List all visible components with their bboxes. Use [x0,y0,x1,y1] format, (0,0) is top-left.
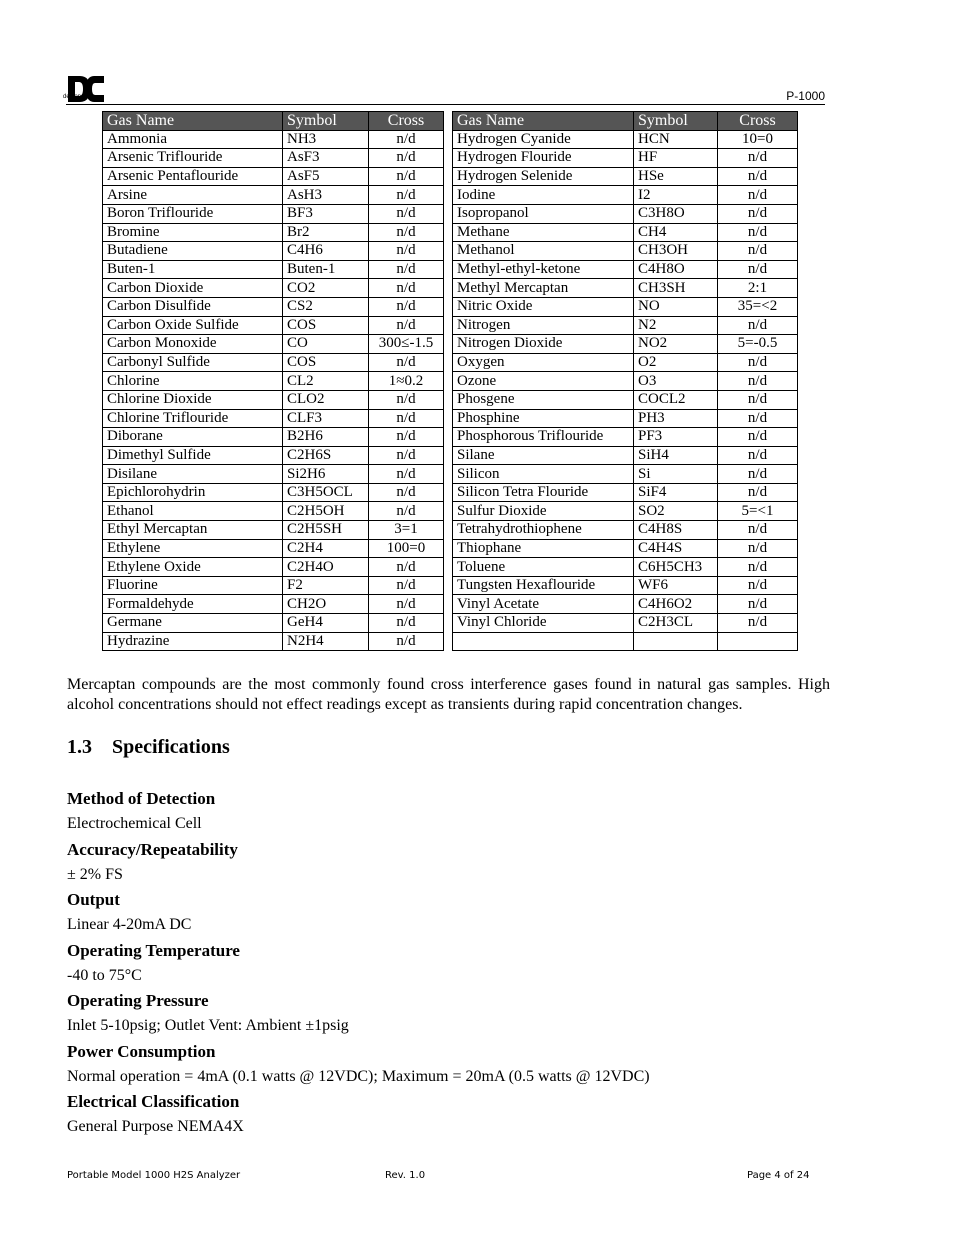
cell-gas-name: Ethyl Mercaptan [103,521,283,540]
cell-cross: 3=1 [369,521,444,540]
cell-gas-name: Oxygen [453,353,634,372]
cell-gas-name: Methyl Mercaptan [453,279,634,298]
table-row [453,316,798,335]
gas-table-left [102,111,444,651]
table-row [103,279,444,298]
col-symbol: Symbol [634,112,718,131]
cell-symbol: N2H4 [283,632,369,651]
cell-gas-name: Formaldehyde [103,595,283,614]
col-gas-name: Gas Name [453,112,634,131]
cell-symbol: COS [283,353,369,372]
cell-symbol: N2 [634,316,718,335]
cell-gas-name: Disilane [103,465,283,484]
table-row [103,353,444,372]
spec-heading-temperature: Operating Temperature [67,941,240,960]
table-row [103,372,444,391]
cell-symbol: Si2H6 [283,465,369,484]
cell-symbol: C4H8O [634,260,718,279]
table-row [453,483,798,502]
table-row [453,558,798,577]
cell-cross: n/d [718,242,798,261]
cell-symbol: SiH4 [634,446,718,465]
table-row [453,167,798,186]
cell-symbol: C4H8S [634,521,718,540]
cell-gas-name: Ammonia [103,130,283,149]
cell-cross: 10=0 [718,130,798,149]
cell-symbol: SiF4 [634,483,718,502]
cell-gas-name: Arsine [103,186,283,205]
table-row [453,446,798,465]
cell-gas-name: Ethylene [103,539,283,558]
table-row [103,242,444,261]
cell-cross: n/d [369,632,444,651]
table-row [453,372,798,391]
cell-gas-name [453,632,634,651]
table-row [103,223,444,242]
cell-symbol: WF6 [634,576,718,595]
table-row [103,409,444,428]
cell-cross: n/d [718,614,798,633]
cell-cross: n/d [718,372,798,391]
cell-symbol: C3H8O [634,204,718,223]
cell-gas-name: Methyl-ethyl-ketone [453,260,634,279]
spec-value-detection: Electrochemical Cell [67,815,202,832]
cell-cross: n/d [718,595,798,614]
col-gas-name: Gas Name [103,112,283,131]
section-title: Specifications [112,736,230,758]
footer-title: Portable Model 1000 H2S Analyzer [67,1170,241,1181]
cell-cross: n/d [718,539,798,558]
spec-value-pressure: Inlet 5-10psig; Outlet Vent: Ambient ±1psig [67,1017,349,1034]
cell-symbol: NH3 [283,130,369,149]
cell-cross: n/d [718,186,798,205]
cell-cross: n/d [369,316,444,335]
cell-symbol: SO2 [634,502,718,521]
cell-cross: n/d [369,223,444,242]
table-row [103,149,444,168]
cell-cross: n/d [718,167,798,186]
cell-gas-name: Hydrogen Selenide [453,167,634,186]
table-row [453,260,798,279]
table-row [453,521,798,540]
cell-cross [718,632,798,651]
cell-cross: n/d [369,595,444,614]
cell-gas-name: Arsenic Triflouride [103,149,283,168]
cell-symbol: CLF3 [283,409,369,428]
footer-revision: Rev. 1.0 [385,1170,426,1181]
cell-gas-name: Nitrogen Dioxide [453,335,634,354]
table-row [103,502,444,521]
table-row [453,149,798,168]
table-row [453,632,798,651]
cell-gas-name: Sulfur Dioxide [453,502,634,521]
table-row [103,316,444,335]
cell-symbol: Br2 [283,223,369,242]
cell-symbol: CS2 [283,297,369,316]
cell-gas-name: Hydrogen Flouride [453,149,634,168]
spec-heading-output: Output [67,890,120,909]
cell-symbol: CH2O [283,595,369,614]
cell-gas-name: Silicon Tetra Flouride [453,483,634,502]
col-cross: Cross [369,112,444,131]
cell-gas-name: Chlorine Dioxide [103,390,283,409]
cell-symbol: C4H6 [283,242,369,261]
cell-gas-name: Butadiene [103,242,283,261]
cell-symbol: C2H4 [283,539,369,558]
cell-symbol: NO [634,297,718,316]
cell-gas-name: Silane [453,446,634,465]
table-row [103,446,444,465]
cell-gas-name: Phosphorous Triflouride [453,428,634,447]
table-row [103,632,444,651]
cell-cross: n/d [369,279,444,298]
cell-gas-name: Epichlorohydrin [103,483,283,502]
spec-heading-detection: Method of Detection [67,789,216,808]
cell-gas-name: Boron Triflouride [103,204,283,223]
cell-gas-name: Silicon [453,465,634,484]
cell-cross: 5=-0.5 [718,335,798,354]
cell-symbol: O2 [634,353,718,372]
cell-gas-name: Ethanol [103,502,283,521]
cell-gas-name: Phosgene [453,390,634,409]
cell-cross: n/d [369,465,444,484]
table-row [453,390,798,409]
cell-cross: n/d [718,483,798,502]
cell-gas-name: Methanol [453,242,634,261]
cell-gas-name: Vinyl Chloride [453,614,634,633]
cell-symbol: AsH3 [283,186,369,205]
logo-caption: detcon inc. [63,94,93,100]
cell-symbol: COCL2 [634,390,718,409]
cell-cross: n/d [369,614,444,633]
cell-symbol: C4H4S [634,539,718,558]
table-row [453,223,798,242]
cell-cross: n/d [718,353,798,372]
cell-gas-name: Vinyl Acetate [453,595,634,614]
cell-cross: n/d [369,558,444,577]
table-row [453,539,798,558]
cell-cross: n/d [369,409,444,428]
cell-symbol: F2 [283,576,369,595]
spec-value-output: Linear 4-20mA DC [67,916,192,933]
cell-cross: n/d [369,297,444,316]
table-row [103,428,444,447]
table-row [103,595,444,614]
cell-cross: n/d [718,409,798,428]
table-row [103,465,444,484]
cell-symbol: NO2 [634,335,718,354]
table-row [103,204,444,223]
header-rule [66,104,825,105]
cell-cross: n/d [718,465,798,484]
cell-cross: n/d [369,204,444,223]
cell-cross: n/d [718,428,798,447]
cell-cross: n/d [369,390,444,409]
cell-cross: 1≈0.2 [369,372,444,391]
cell-symbol: C6H5CH3 [634,558,718,577]
cell-symbol: B2H6 [283,428,369,447]
cell-cross: n/d [718,316,798,335]
cell-cross: n/d [369,149,444,168]
table-header-row [103,112,444,131]
cell-gas-name: Bromine [103,223,283,242]
table-row [453,130,798,149]
cell-cross: 2:1 [718,279,798,298]
table-row [453,502,798,521]
table-row [103,297,444,316]
cell-gas-name: Germane [103,614,283,633]
cell-gas-name: Arsenic Pentaflouride [103,167,283,186]
table-row [103,130,444,149]
cell-symbol: AsF3 [283,149,369,168]
table-row [453,428,798,447]
cell-symbol: CH3OH [634,242,718,261]
cell-symbol: CLO2 [283,390,369,409]
footer-page-number: Page 4 of 24 [747,1170,810,1181]
cell-gas-name: Iodine [453,186,634,205]
cell-cross: n/d [718,446,798,465]
cell-gas-name: Hydrogen Cyanide [453,130,634,149]
cell-cross: 35=<2 [718,297,798,316]
cell-gas-name: Chlorine [103,372,283,391]
gas-table-right [452,111,798,651]
cell-symbol: Si [634,465,718,484]
cell-gas-name: Diborane [103,428,283,447]
table-row [453,279,798,298]
cell-cross: n/d [369,260,444,279]
table-row [453,335,798,354]
table-row [453,409,798,428]
cell-symbol: C4H6O2 [634,595,718,614]
cell-gas-name: Ethylene Oxide [103,558,283,577]
cell-gas-name: Thiophane [453,539,634,558]
table-row [453,614,798,633]
cell-symbol: C2H6S [283,446,369,465]
cell-symbol: C2H4O [283,558,369,577]
cell-gas-name: Nitric Oxide [453,297,634,316]
table-row [453,242,798,261]
cell-gas-name: Ozone [453,372,634,391]
cell-gas-name: Hydrazine [103,632,283,651]
cell-gas-name: Buten-1 [103,260,283,279]
section-number: 1.3 [67,736,92,758]
table-row [103,614,444,633]
section-heading [67,736,230,759]
cell-gas-name: Isopropanol [453,204,634,223]
spec-heading-pressure: Operating Pressure [67,991,209,1010]
cell-symbol: CO2 [283,279,369,298]
cell-symbol: AsF5 [283,167,369,186]
cell-symbol: C2H5SH [283,521,369,540]
table-row [453,186,798,205]
cell-symbol [634,632,718,651]
table-row [103,576,444,595]
table-row [453,204,798,223]
cell-symbol: HF [634,149,718,168]
cell-cross: n/d [369,502,444,521]
cell-cross: n/d [369,483,444,502]
cell-symbol: C2H3CL [634,614,718,633]
cell-gas-name: Tetrahydrothiophene [453,521,634,540]
cell-gas-name: Carbon Dioxide [103,279,283,298]
cell-symbol: GeH4 [283,614,369,633]
cell-cross: n/d [369,353,444,372]
cell-cross: n/d [718,149,798,168]
cell-gas-name: Fluorine [103,576,283,595]
cell-cross: n/d [718,223,798,242]
table-row [103,483,444,502]
spec-value-power: Normal operation = 4mA (0.1 watts @ 12VDC); Maximum = 20mA (0.5 watts @ 12VDC) [67,1068,650,1085]
cell-gas-name: Dimethyl Sulfide [103,446,283,465]
cell-cross: 5=<1 [718,502,798,521]
cell-symbol: HSe [634,167,718,186]
mercaptan-paragraph: Mercaptan compounds are the most commonly found cross interference gases found in natural gas samples. High alcohol concentrations should not effect readings except as transients during rapid concentration changes. [67,676,830,713]
table-row [103,186,444,205]
cell-cross: n/d [369,242,444,261]
cell-gas-name: Carbon Disulfide [103,297,283,316]
cell-symbol: CO [283,335,369,354]
cell-gas-name: Carbon Monoxide [103,335,283,354]
cell-cross: n/d [369,576,444,595]
table-row [103,167,444,186]
table-row [453,465,798,484]
cell-cross: 300≤-1.5 [369,335,444,354]
cell-cross: n/d [718,521,798,540]
cell-symbol: COS [283,316,369,335]
cell-cross: n/d [369,167,444,186]
table-row [103,335,444,354]
cell-symbol: PF3 [634,428,718,447]
table-row [453,576,798,595]
cell-symbol: CL2 [283,372,369,391]
table-row [453,297,798,316]
table-row [453,595,798,614]
cell-gas-name: Methane [453,223,634,242]
spec-value-classification: General Purpose NEMA4X [67,1118,244,1135]
cell-symbol: I2 [634,186,718,205]
cell-gas-name: Nitrogen [453,316,634,335]
cell-cross: n/d [718,390,798,409]
cell-cross: n/d [718,204,798,223]
table-row [103,521,444,540]
cell-symbol: BF3 [283,204,369,223]
cell-cross: n/d [718,260,798,279]
col-symbol: Symbol [283,112,369,131]
cell-symbol: PH3 [634,409,718,428]
spec-value-accuracy: ± 2% FS [67,866,123,883]
cell-symbol: C3H5OCL [283,483,369,502]
cell-cross: n/d [369,186,444,205]
table-header-row [453,112,798,131]
spec-heading-power: Power Consumption [67,1042,216,1061]
cell-symbol: HCN [634,130,718,149]
cell-cross: n/d [369,446,444,465]
col-cross: Cross [718,112,798,131]
table-row [103,390,444,409]
cell-symbol: O3 [634,372,718,391]
cell-cross: n/d [718,576,798,595]
cell-gas-name: Toluene [453,558,634,577]
cell-gas-name: Tungsten Hexaflouride [453,576,634,595]
table-row [103,260,444,279]
table-row [103,539,444,558]
cell-cross: n/d [369,130,444,149]
cell-gas-name: Chlorine Triflouride [103,409,283,428]
detcon-logo [66,72,106,106]
cell-symbol: CH4 [634,223,718,242]
document-id: P-1000 [786,89,825,103]
table-row [103,558,444,577]
cell-cross: 100=0 [369,539,444,558]
cell-gas-name: Phosphine [453,409,634,428]
cell-cross: n/d [718,558,798,577]
cell-gas-name: Carbonyl Sulfide [103,353,283,372]
cell-symbol: Buten-1 [283,260,369,279]
spec-value-temperature: -40 to 75°C [67,967,142,984]
cell-cross: n/d [369,428,444,447]
cell-symbol: CH3SH [634,279,718,298]
spec-heading-classification: Electrical Classification [67,1092,240,1111]
spec-heading-accuracy: Accuracy/Repeatability [67,840,238,859]
cell-gas-name: Carbon Oxide Sulfide [103,316,283,335]
table-row [453,353,798,372]
cell-symbol: C2H5OH [283,502,369,521]
